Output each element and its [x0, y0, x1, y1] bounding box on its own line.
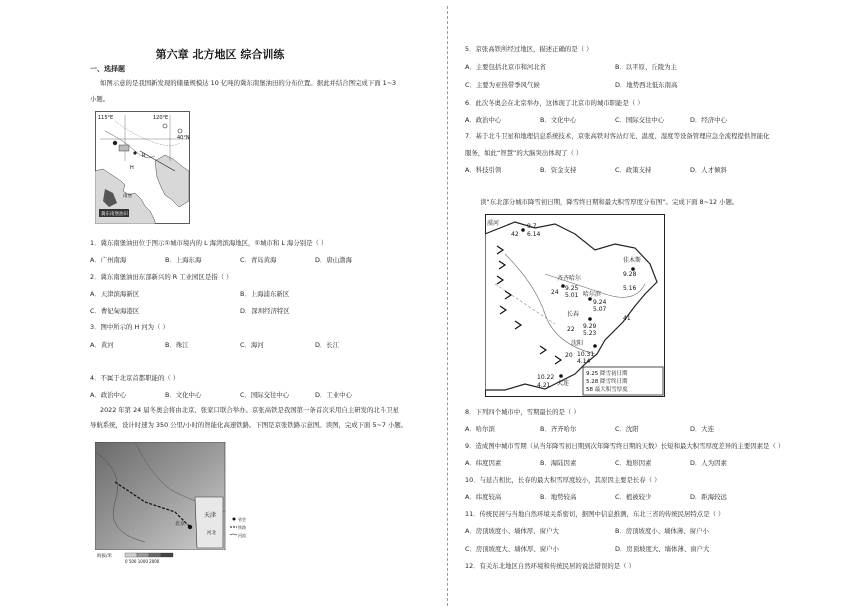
jiamusi-last-snow: 5.16	[623, 285, 637, 292]
intro-3: 读“东北部分城市降雪初日期，降雪终日期和最大积雪厚度分布图”。完成下面 8~12 小题。	[480, 198, 739, 206]
q5-option-a[interactable]: A．主要包括北京市和河北省	[465, 63, 547, 71]
harbin-max-depth: 41	[623, 315, 631, 322]
q5-option-d[interactable]: D．地势西北低东南高	[615, 81, 678, 89]
legend-last-snow: 5.28 降雪终日期	[586, 379, 628, 385]
q1-option-d[interactable]: D．唐山渤海	[315, 256, 352, 264]
q1-option-a[interactable]: A．广州南海	[90, 256, 127, 264]
q4-option-d[interactable]: D．工业中心	[315, 391, 352, 399]
mohe-last-snow: 6.14	[527, 231, 541, 238]
intro-1-line-2: 小题。	[90, 95, 110, 103]
q9-option-b[interactable]: B．海陆因素	[540, 459, 577, 467]
page-title: 第六章 北方地区 综合训练	[155, 48, 285, 61]
question-11: 11．传统民居与当地自然环境关系密切，据图中信息推测，东北三省的传统民居特点是（ ）	[465, 510, 725, 518]
question-3: 3．图中所示的 H 河为（ ）	[90, 323, 169, 331]
legend-first-snow: 9.25 降雪初日期	[586, 371, 628, 377]
city-changchun: 长春	[567, 311, 580, 318]
q2-option-d[interactable]: D．深圳经济特区	[240, 307, 290, 315]
mohe-first-snow: 9.7	[527, 223, 537, 230]
question-8: 8．下列四个城市中，雪期最长的是（ ）	[465, 408, 580, 416]
q5-option-c[interactable]: C．主要为亚热带季风气候	[465, 81, 540, 89]
q9-option-d[interactable]: D．人为因素	[690, 459, 727, 467]
intro-2-line-2: 导航系统，设计时速为 350 公里/小时的智能化高速铁路。下图是京张铁路示意图。读图，完成下面 5~7 小题。	[90, 421, 408, 429]
city-shenyang: 沈阳	[571, 340, 584, 347]
label-r: R	[142, 153, 146, 159]
label-tianjin: 天津	[204, 512, 217, 519]
qiqihar-last-snow: 5.01	[565, 292, 579, 299]
shenyang-max-depth: 20	[565, 352, 573, 359]
q6-option-d[interactable]: D．经济中心	[690, 116, 727, 124]
right-column	[440, 0, 860, 608]
legend-capital: 省会	[238, 517, 246, 522]
latitude-label: 40°N	[177, 135, 190, 141]
question-12: 12．有关东北地区自然环境和传统民居的说法错误的是（ ）	[465, 562, 635, 570]
legend-railway: 铁路	[238, 525, 246, 530]
map1-legend: 冀东南堡油田	[101, 212, 128, 217]
dalian-last-snow: 4.21	[537, 382, 551, 389]
q11-option-c[interactable]: C．房顶坡度大、墙体厚、窗户小	[465, 545, 559, 553]
q8-option-b[interactable]: B．齐齐哈尔	[540, 425, 577, 433]
jiamusi-first-snow: 9.28	[623, 271, 637, 278]
q1-option-b[interactable]: B．上海东海	[165, 256, 202, 264]
label-nanbao: 南堡	[123, 194, 132, 199]
q2-option-c[interactable]: C．曹妃甸海港区	[90, 307, 140, 315]
q6-option-c[interactable]: C．国际交往中心	[615, 116, 665, 124]
jingzhang-railway-map	[95, 442, 267, 564]
longitude-label-2: 120°E	[153, 115, 169, 121]
intro-2-line-1: 2022 年第 24 届冬奥会将由北京、张家口联合举办。京张高铁是我国第一条首次采用自主研发的北斗卫星	[100, 406, 399, 414]
q9-option-c[interactable]: C．地形因素	[615, 459, 652, 467]
question-9: 9．造成图中城市雪期（从当年降雪初日期到次年降雪终日期的天数）长短和最大积雪厚度差异的主要因素是（ ）	[465, 442, 785, 450]
elevation-legend-values: 0 500 1000 2000	[125, 559, 160, 564]
qiqihar-max-depth: 24	[551, 289, 559, 296]
q4-option-c[interactable]: C．国际交往中心	[240, 391, 290, 399]
longitude-label-1: 115°E	[98, 115, 114, 121]
label-hebei: 河北	[207, 531, 216, 536]
question-7-line-1: 7．基于北斗卫星和地理信息系统技术，京张高铁对客站灯光、温度、湿度等设备管理应急全流程提供智能化	[465, 132, 770, 140]
question-4: 4．不属于北京首都职能的（ ）	[90, 374, 180, 382]
q11-option-a[interactable]: A．房顶坡度小、墙体厚、窗户大	[465, 527, 559, 535]
q11-option-d[interactable]: D．房顶坡度大、墙体薄、窗户大	[615, 545, 710, 553]
section-heading: 一、选择题	[90, 65, 125, 73]
q2-option-b[interactable]: B．上海浦东新区	[240, 290, 290, 298]
oilfield-location-map	[95, 111, 190, 224]
q6-option-a[interactable]: A．政治中心	[465, 116, 502, 124]
city-jiamusi: 佳木斯	[623, 257, 642, 264]
intro-1-line-1: 如图示意的是我国新发现的储量规模达 10 亿吨的冀东南堡油田的分布位置。据此并结合图完成下面 1~3	[100, 79, 397, 87]
mohe-max-depth: 42	[511, 231, 519, 238]
q8-option-d[interactable]: D．大连	[690, 425, 715, 433]
changchun-last-snow: 5.23	[583, 330, 597, 337]
q7-option-b[interactable]: B．资金支持	[540, 166, 577, 174]
shenyang-last-snow: 4.14	[577, 358, 591, 365]
q3-option-c[interactable]: C．海河	[240, 341, 264, 349]
city-harbin: 哈尔滨	[583, 291, 602, 298]
q10-option-d[interactable]: D．距海较远	[690, 493, 727, 501]
legend-max-depth: 58 最大积雪厚度	[586, 387, 628, 393]
question-5: 5．京张高铁所经过地区，描述正确的是（ ）	[465, 45, 593, 53]
q10-option-c[interactable]: C．植被较少	[615, 493, 652, 501]
city-dalian: 大连	[557, 380, 570, 387]
q1-option-c[interactable]: C．青岛黄海	[240, 256, 277, 264]
city-qiqihar: 齐齐哈尔	[557, 275, 582, 282]
question-2: 2．冀东南堡油田东部新兴的 R 工业园区是指（ ）	[90, 273, 233, 281]
q10-option-a[interactable]: A．纬度较高	[465, 493, 502, 501]
q8-option-c[interactable]: C．沈阳	[615, 425, 639, 433]
changchun-max-depth: 22	[567, 326, 575, 333]
label-h: H	[130, 165, 134, 171]
dalian-first-snow: 10.22	[537, 374, 555, 381]
question-6: 6．此次冬奥会在北京举办，这体现了北京市的城市职能是（ ）	[465, 99, 644, 107]
q6-option-b[interactable]: B．文化中心	[540, 116, 577, 124]
q5-option-b[interactable]: B．以平原、丘陵为主	[615, 63, 677, 71]
question-10: 10．与延吉相比，长春的最大积雪厚度较小，其原因主要是长春（ ）	[465, 476, 661, 484]
q4-option-b[interactable]: B．文化中心	[165, 391, 202, 399]
qiqihar-first-snow: 9.25	[565, 285, 579, 292]
q4-option-a[interactable]: A．政治中心	[90, 391, 127, 399]
q7-option-a[interactable]: A．科技引领	[465, 166, 502, 174]
q11-option-b[interactable]: B．房顶坡度小、墙体薄、窗户小	[615, 527, 709, 535]
q3-option-d[interactable]: D．长江	[315, 341, 340, 349]
harbin-last-snow: 5.07	[593, 306, 607, 313]
changchun-first-snow: 9.29	[583, 323, 597, 330]
question-7-line-2: 服务，如此“智慧”的大脑突出体现了（ ）	[465, 149, 583, 157]
q3-option-b[interactable]: B．珠江	[165, 341, 189, 349]
label-beijing: 北京	[175, 521, 186, 527]
q9-option-a[interactable]: A．纬度因素	[465, 459, 502, 467]
q7-option-d[interactable]: D．人才倾斜	[690, 166, 727, 174]
elevation-legend-title: 海拔/米	[97, 554, 113, 559]
harbin-first-snow: 9.24	[593, 299, 607, 306]
q7-option-c[interactable]: C．政策支持	[615, 166, 652, 174]
legend-river: 河流	[238, 533, 246, 538]
q10-option-b[interactable]: B．地势较高	[540, 493, 577, 501]
q8-option-a[interactable]: A．哈尔滨	[465, 425, 495, 433]
q3-option-a[interactable]: A．黄河	[90, 341, 114, 349]
question-1: 1．冀东南堡油田位于图示①城市境内的 L 海湾滨海地区，①城市和 L 海分别是（ ）	[90, 239, 328, 247]
shenyang-first-snow: 10.31	[577, 351, 595, 358]
city-mohe: 漠河	[487, 220, 500, 227]
q2-option-a[interactable]: A．天津滨海新区	[90, 290, 140, 298]
northeast-snow-map	[485, 214, 665, 397]
